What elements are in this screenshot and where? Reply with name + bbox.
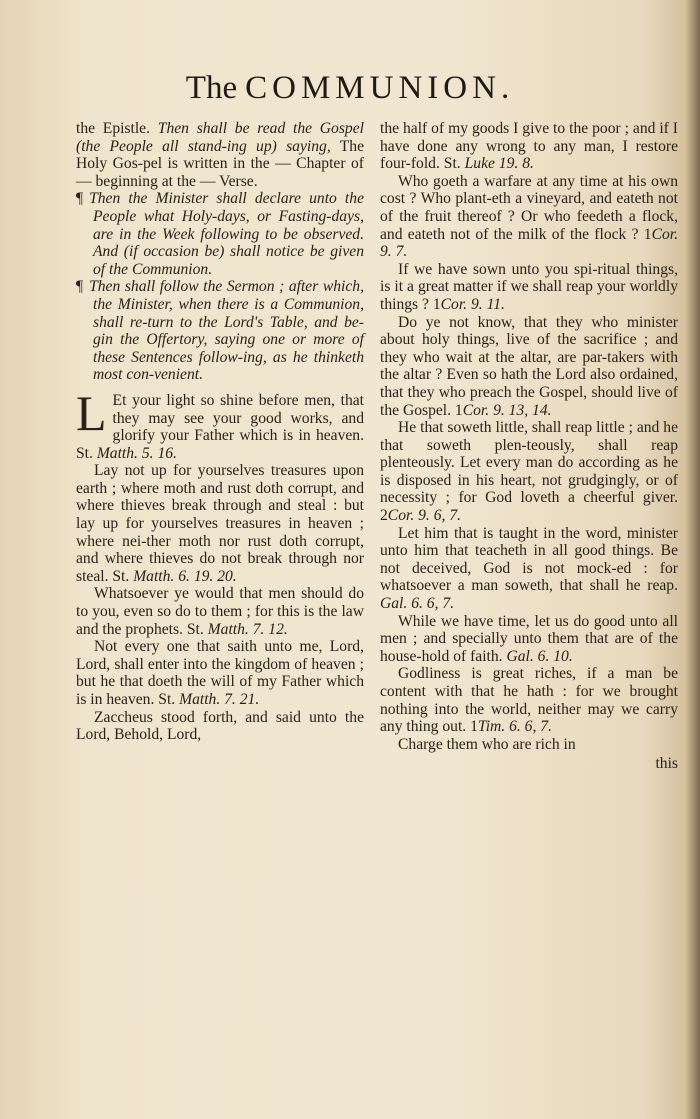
gospel-rubric: Then shall be read the Gospel (the People all stand-ing up) saying,	[76, 120, 364, 155]
pilcrow-icon: ¶	[76, 278, 84, 296]
scripture-reference: Gal. 6. 6, 7.	[380, 595, 455, 613]
drop-capital: L	[76, 384, 107, 441]
sentence-text: Zaccheus stood forth, and said unto the Lord, Behold, Lord,	[76, 708, 364, 744]
scripture-reference: Cor. 9. 7.	[380, 225, 678, 261]
sentence-text: Charge them who are rich in	[398, 735, 576, 753]
sentence-text: Who goeth a warfare at any time at his own cost ? Who plant-eth a vineyard, and eateth not of the fruit thereof ? Or who feedeth a flock, and eateth not of the milk of the flock ? 1	[380, 172, 678, 243]
left-column	[76, 120, 364, 744]
sentence-godliness	[380, 665, 678, 735]
sentence-text: Not every one that saith unto me, Lord, Lord, shall enter into the kingdom of heaven ; but he that doeth the will of my Father which is in heaven. St.	[76, 638, 364, 708]
sentence-text: If we have sown unto you spi-ritual things, is it a great matter if we shall reap your worldly things ? 1	[380, 260, 678, 313]
gospel-announcement: The Holy Gos-pel is written in the — Chapter of — beginning at the — Verse.	[76, 137, 364, 190]
sentence-warfare	[380, 173, 678, 261]
holy-days-rubric-text: Then the Minister shall declare unto the People what Holy-days, or Fasting-days, are in the Week following to be observed. And (if occasion be) shall notice be given of the Communion.	[89, 190, 364, 278]
sentence-text: He that soweth little, shall reap little ; and he that soweth plen-teously, shall reap plenteously. Let every man do according as he is disposed in his heart, not grudgingly, or of necessity ; for God loveth a cheerful giver. 2	[380, 419, 678, 525]
sentence-taught	[380, 525, 678, 613]
sentence-text: the half of my goods I give to the poor ; and if I have done any wrong to any man, I restore four-fold. St.	[380, 120, 678, 173]
sentence-whatsoever	[76, 585, 364, 638]
scripture-reference: Cor. 9. 11.	[440, 295, 505, 313]
sentence-treasures	[76, 462, 364, 585]
pilcrow-icon: ¶	[76, 190, 84, 208]
scripture-reference: Matth. 5. 16.	[96, 444, 177, 462]
sentence-text: Do ye not know, that they who minister about holy things, live of the sacrifice ; and they who wait at the altar, are par-takers with the altar ? Even so hath the Lord also ordained, that they who preach the Gospel, should live of the Gospel. 1	[380, 313, 678, 419]
sentence-text: Godliness is great riches, if a man be content with that he hath : for we brought nothing into the world, neither may we carry any thing out. 1	[380, 665, 678, 736]
scripture-reference: Cor. 9. 6, 7.	[387, 507, 462, 525]
right-column	[380, 120, 678, 773]
sentence-not-every-one	[76, 638, 364, 708]
sentence-text: While we have time, let us do good unto all men ; and specially unto them that are of the house-hold of faith.	[380, 612, 678, 665]
sentence-text: Whatsoever ye would that men should do to you, even so do to them ; for this is the law and the prophets. St.	[76, 585, 364, 638]
sentence-charge	[380, 736, 678, 754]
sentence-light	[76, 384, 364, 462]
sentence-spiritual	[380, 261, 678, 314]
sentence-text: Let him that is taught in the word, minister unto him that teacheth in all good things. Be not deceived, God is not mock-ed : for whatsoever a man soweth, that shall he reap.	[380, 524, 678, 595]
epistle-paragraph	[76, 120, 364, 190]
scripture-reference: Luke 19. 8.	[464, 155, 534, 173]
sentence-zaccheus	[76, 709, 364, 744]
running-header	[0, 70, 700, 107]
sentence-minister	[380, 314, 678, 420]
scripture-reference: Gal. 6. 10.	[506, 647, 573, 665]
sermon-rubric	[76, 278, 364, 384]
scripture-reference: Matth. 7. 21.	[179, 691, 260, 708]
sentence-while-time	[380, 613, 678, 666]
catchword: this	[655, 755, 678, 773]
sentence-text: Et your light so shine before men, that they may see your good works, and glorify your Father which is in heaven. St.	[76, 391, 364, 462]
sermon-rubric-text: Then shall follow the Sermon ; after which, the Minister, when there is a Communion, shall re-turn to the Lord's Table, and be-gin the Offertory, saying one or more of these Sentences follow-ing, as he thinketh most con-venient.	[89, 278, 364, 384]
header-title: COMMUNION.	[245, 70, 515, 106]
scripture-reference: Matth. 7. 12.	[207, 620, 288, 638]
scripture-reference: Matth. 6. 19. 20.	[133, 567, 237, 585]
holy-days-rubric	[76, 190, 364, 278]
page-edge	[686, 0, 700, 1119]
epistle-end: the Epistle.	[76, 120, 151, 137]
sentence-soweth	[380, 419, 678, 525]
sentence-text: Lay not up for yourselves treasures upon earth ; where moth and rust doth corrupt, and where thieves break through and steal : but lay up for yourselves treasures in heaven ; where nei-ther moth nor rust doth corrupt, and where thieves do not break through nor steal. St.	[76, 462, 364, 585]
sentence-zaccheus-cont	[380, 120, 678, 173]
scripture-reference: Cor. 9. 13, 14.	[462, 401, 552, 419]
header-the: The	[185, 70, 238, 106]
scripture-reference: Tim. 6. 6, 7.	[477, 718, 552, 736]
